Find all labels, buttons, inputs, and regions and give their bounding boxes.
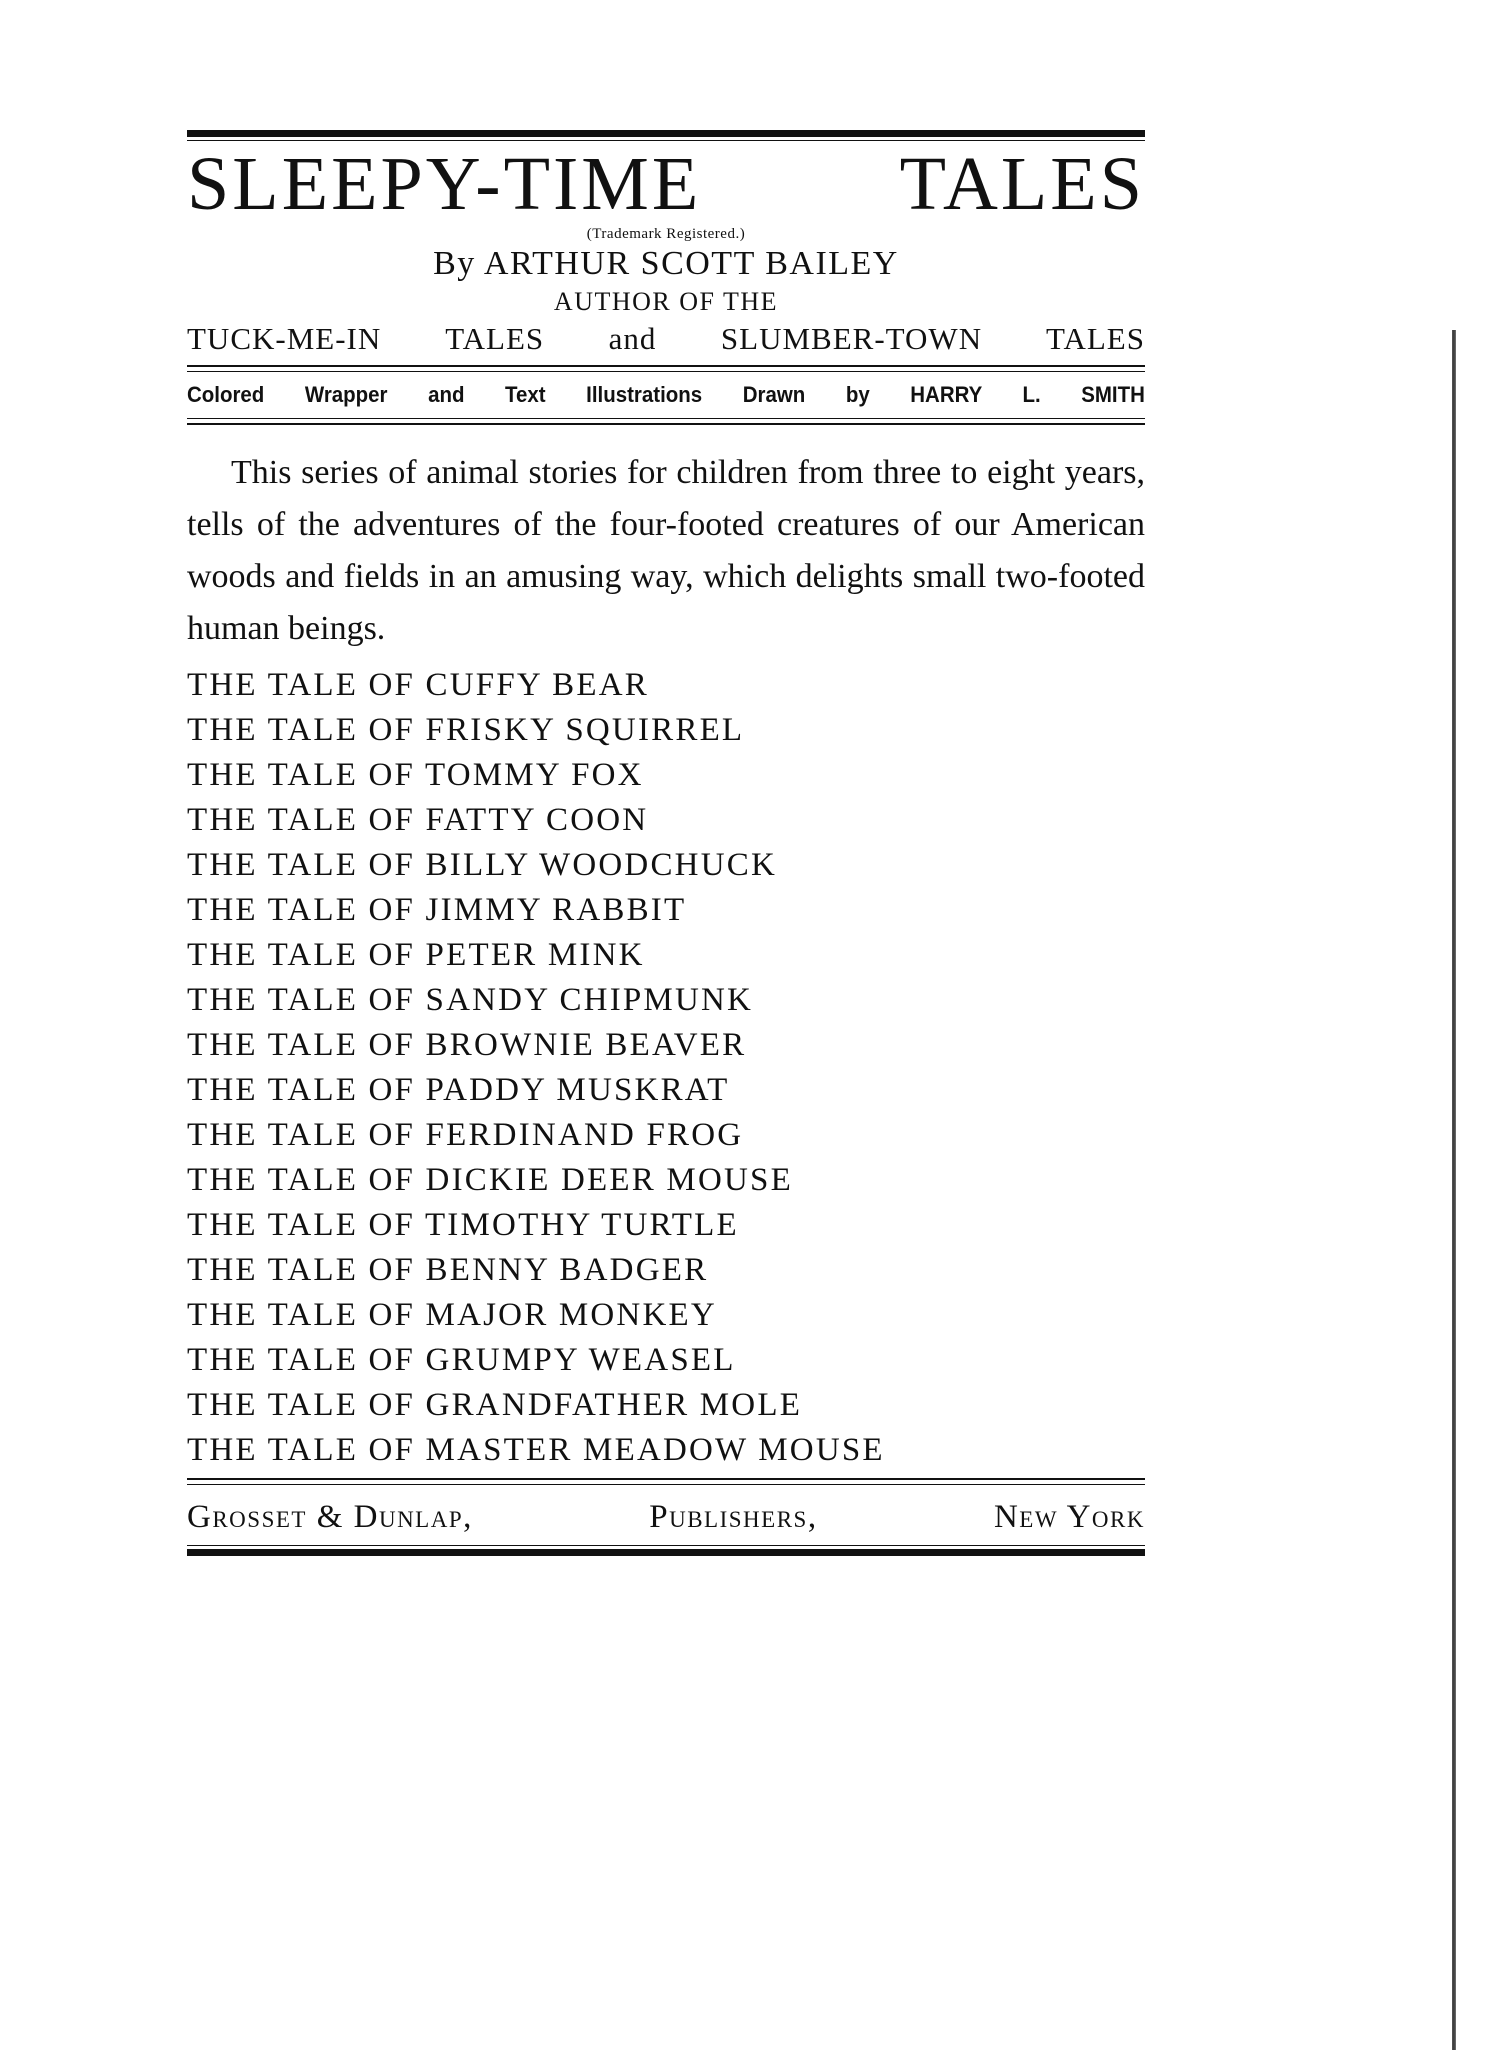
tale-title: THE TALE OF MAJOR MONKEY <box>187 1297 717 1333</box>
other-series-line: TUCK-ME-IN TALES and SLUMBER-TOWN TALES <box>187 321 1145 356</box>
tale-title: THE TALE OF BILLY WOODCHUCK <box>187 847 777 883</box>
publisher-line <box>187 1495 1145 1539</box>
author-line: By ARTHUR SCOTT BAILEY <box>433 245 899 282</box>
advertisement-page <box>187 130 1145 1556</box>
tale-title: THE TALE OF FERDINAND FROG <box>187 1117 744 1153</box>
top-rule-thin <box>187 140 1145 141</box>
publisher-name: Grosset & Dunlap, <box>187 1499 473 1535</box>
tale-title: THE TALE OF BENNY BADGER <box>187 1252 709 1288</box>
trademark-note: (Trademark Registered.) <box>586 226 746 242</box>
tale-title: THE TALE OF CUFFY BEAR <box>187 667 649 703</box>
tale-title: THE TALE OF GRANDFATHER MOLE <box>187 1387 803 1423</box>
tale-title: THE TALE OF PETER MINK <box>187 937 645 973</box>
illustration-credit: Colored Wrapper and Text Illustrations Drawn by HARRY L. SMITH <box>187 382 1145 407</box>
author-of-label: AUTHOR OF THE <box>553 287 779 316</box>
tale-title: THE TALE OF MASTER MEADOW MOUSE <box>187 1432 885 1468</box>
series-title: SLEEPY-TIME TALES <box>187 142 1145 226</box>
series-description: This series of animal stories for children from three to eight years, tells of the adventures of the four-footed creatures of our American woods and fields in an amusing way, which delights small two-footed human beings. <box>187 454 1145 647</box>
tale-title: THE TALE OF SANDY CHIPMUNK <box>187 982 754 1018</box>
rule-above-illustrations-hair <box>187 371 1145 372</box>
rule-above-publisher-hair <box>187 1484 1145 1485</box>
tale-title: THE TALE OF TOMMY FOX <box>187 757 644 793</box>
rule-below-illustrations <box>187 423 1145 425</box>
tale-title: THE TALE OF GRUMPY WEASEL <box>187 1342 736 1378</box>
tale-title: THE TALE OF TIMOTHY TURTLE <box>187 1207 739 1243</box>
page-edge-shadow <box>1452 330 1456 2050</box>
tale-title: THE TALE OF DICKIE DEER MOUSE <box>187 1162 793 1198</box>
top-rule <box>187 130 1145 137</box>
tale-title: THE TALE OF JIMMY RABBIT <box>187 892 687 928</box>
tale-list <box>187 663 1145 1473</box>
tale-title: THE TALE OF FATTY COON <box>187 802 649 838</box>
tale-title: THE TALE OF FRISKY SQUIRREL <box>187 712 745 748</box>
tale-title: THE TALE OF BROWNIE BEAVER <box>187 1027 747 1063</box>
tale-title: THE TALE OF PADDY MUSKRAT <box>187 1072 730 1108</box>
publisher-role: Publishers, <box>649 1499 818 1535</box>
bottom-rule <box>187 1549 1145 1556</box>
publisher-city: New York <box>993 1499 1145 1535</box>
